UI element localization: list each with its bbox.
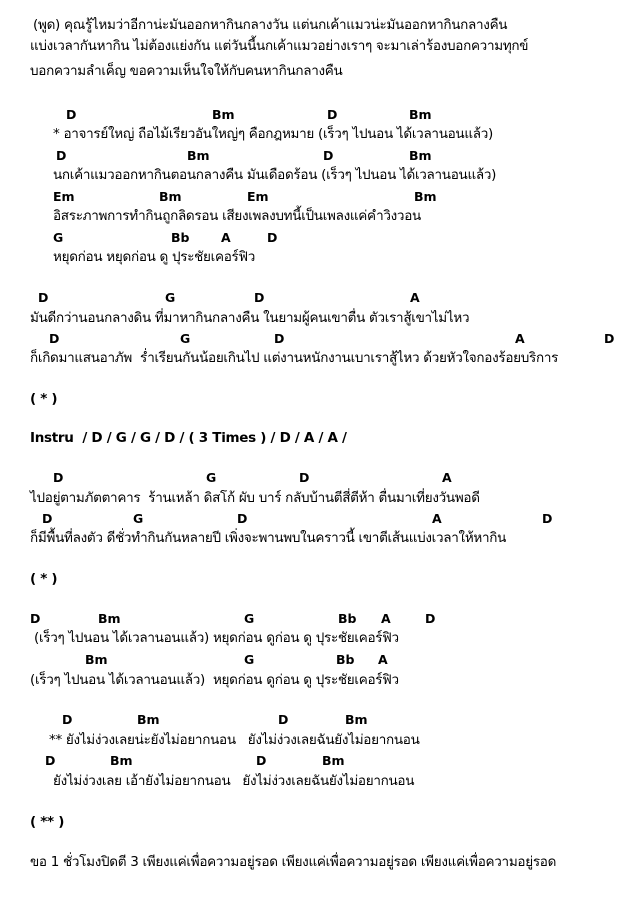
- chord: D: [542, 511, 553, 526]
- chord: Bm: [187, 148, 210, 163]
- chord: D: [256, 753, 267, 768]
- chord: G: [53, 230, 64, 245]
- chord: D: [278, 712, 289, 727]
- chorus-reference: ( * ): [30, 571, 58, 587]
- instrumental-line: Instru / D / G / G / D / ( 3 Times ) / D / A / A /: [30, 430, 347, 446]
- chord: D: [254, 290, 265, 305]
- chord: D: [30, 611, 41, 626]
- chord: A: [442, 470, 452, 485]
- chord: Bm: [345, 712, 368, 727]
- chord: D: [425, 611, 436, 626]
- chord: D: [267, 230, 278, 245]
- chord: Bm: [159, 189, 182, 204]
- chord: G: [244, 652, 255, 667]
- lyric-line: ยังไม่ง่วงเลย เอ้ายังไม่อยากนอน ยังไม่ง่วงเลยฉันยังไม่อยากนอน: [53, 773, 415, 789]
- chord: D: [53, 470, 64, 485]
- lyric-line: ไปอยู่ตามภัตตาคาร ร้านเหล้า ดิสโก้ ผับ บาร์ กลับบ้านตีสี่ตีห้า ตื่นมาเที่ยงวันพอดี: [30, 490, 480, 506]
- chord: A: [221, 230, 231, 245]
- chord: Em: [247, 189, 269, 204]
- chord: D: [56, 148, 67, 163]
- intro-speech-line-1: (พูด) คุณรู้ไหมว่าอีกาน่ะมันออกหากินกลางวัน แต่นกเค้าแมวน่ะมันออกหากินกลางคืน: [33, 17, 508, 33]
- lyric-line: ก็มีพื้นที่ลงตัว ดีชั่วทำกินกันหลายปี เพิ่งจะพานพบในคราวนี้ เขาตีเส้นแบ่งเวลาให้หากิน: [30, 530, 507, 546]
- chord: G: [180, 331, 191, 346]
- chord: D: [327, 107, 338, 122]
- chord: D: [299, 470, 310, 485]
- chord: D: [62, 712, 73, 727]
- chord: A: [381, 611, 391, 626]
- chord: A: [378, 652, 388, 667]
- chord: Bm: [137, 712, 160, 727]
- chord: D: [604, 331, 615, 346]
- chorus-reference: ( * ): [30, 391, 58, 407]
- lyric-line: (เร็วๆ ไปนอน ได้เวลานอนแล้ว) หยุดก่อน ดูก่อน ดู ปุระชัยเคอร์ฟิว: [30, 630, 399, 646]
- chord: Bb: [336, 652, 355, 667]
- chord: A: [515, 331, 525, 346]
- chord: A: [432, 511, 442, 526]
- chord: A: [410, 290, 420, 305]
- chord: Bm: [409, 148, 432, 163]
- lyric-line: ก็เกิดมาแสนอาภัพ ร่ำเรียนกันน้อยเกินไป แต่งานหนักงานเบาเราสู้ไหว ด้วยหัวใจกองร้อยบริการ: [30, 350, 559, 366]
- lyric-line: * อาจารย์ใหญ่ ถือไม้เรียวอันใหญ่ๆ คือกฎหมาย (เร็วๆ ไปนอน ได้เวลานอนแล้ว): [53, 126, 493, 142]
- chord: G: [133, 511, 144, 526]
- chord: Bm: [414, 189, 437, 204]
- chord: Bm: [322, 753, 345, 768]
- chord: G: [206, 470, 217, 485]
- chord: Bm: [98, 611, 121, 626]
- chord: D: [49, 331, 60, 346]
- chord: Bm: [85, 652, 108, 667]
- outro-line: ขอ 1 ชั่วโมงปิดตี 3 เพียงแค่เพื่อความอยู่รอด เพียงแค่เพื่อความอยู่รอด เพียงแค่เพื่อความอยู่รอด: [30, 854, 557, 870]
- chord: Bm: [409, 107, 432, 122]
- chord: Bm: [110, 753, 133, 768]
- chord: D: [42, 511, 53, 526]
- chord: Bm: [212, 107, 235, 122]
- chord: Bb: [338, 611, 357, 626]
- lyric-line: (เร็วๆ ไปนอน ได้เวลานอนแล้ว) หยุดก่อน ดูก่อน ดู ปุระชัยเคอร์ฟิว: [30, 672, 399, 688]
- chord: D: [323, 148, 334, 163]
- lyric-line: มันดีกว่านอนกลางดิน ที่มาหากินกลางคืน ในยามผู้คนเขาตื่น ตัวเราสู้เขาไม่ไหว: [30, 310, 470, 326]
- lyric-line: หยุดก่อน หยุดก่อน ดู ปุระชัยเคอร์ฟิว: [53, 249, 256, 265]
- chord: D: [237, 511, 248, 526]
- chord: D: [45, 753, 56, 768]
- chord: G: [165, 290, 176, 305]
- intro-speech-line-3: บอกความลำเค็ญ ขอความเห็นใจให้กับคนหากินกลางคืน: [30, 63, 343, 79]
- chord: Em: [53, 189, 75, 204]
- chord: D: [274, 331, 285, 346]
- lyric-line: อิสระภาพการทำกินถูกลิดรอน เสียงเพลงบทนี้เป็นเพลงแค่คำวิงวอน: [53, 208, 421, 224]
- chorus-2-reference: ( ** ): [30, 814, 65, 830]
- intro-speech-line-2: แบ่งเวลากันหากิน ไม่ต้องแย่งกัน แต่วันนี้นกเค้าแมวอย่างเราๆ จะมาเล่าร้องบอกความทุกข์: [30, 38, 529, 54]
- chord: G: [244, 611, 255, 626]
- chord: D: [38, 290, 49, 305]
- lyric-line: ** ยังไม่ง่วงเลยน่ะยังไม่อยากนอน ยังไม่ง่วงเลยฉันยังไม่อยากนอน: [49, 732, 420, 748]
- lyric-line: นกเค้าแมวออกหากินตอนกลางคืน มันเดือดร้อน (เร็วๆ ไปนอน ได้เวลานอนแล้ว): [53, 167, 497, 183]
- chord: D: [66, 107, 77, 122]
- chord: Bb: [171, 230, 190, 245]
